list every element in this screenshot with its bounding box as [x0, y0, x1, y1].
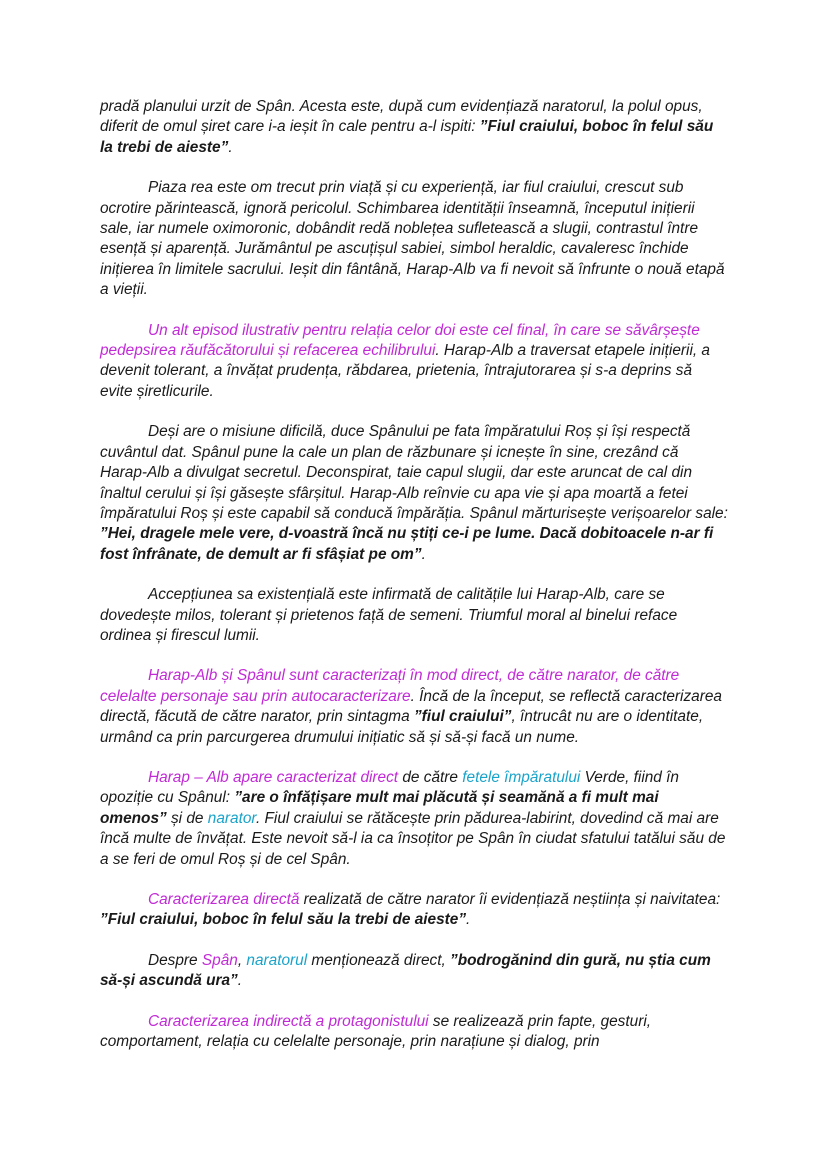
text: menționează direct,	[307, 951, 451, 969]
highlighted-text-cyan: fetele împăratului	[462, 768, 581, 786]
quote: ”are o înfățișare mult mai plăcută și seamănă a fi mult mai omenos”	[100, 789, 659, 827]
quote: ”Hei, dragele mele vere, d-voastră încă nu știți ce-i pe lume. Dacă dobitoacele n-ar fi fost înfrânate, de demult ar fi sfâșiat pe om”	[100, 525, 714, 563]
paragraph-7	[100, 768, 728, 870]
document-page	[100, 97, 728, 1072]
text: . Încă de la început, se reflectă caracterizarea directă, făcută de către narator, prin sintagma	[100, 687, 722, 726]
highlighted-text-cyan: narator	[207, 809, 256, 827]
text: .	[237, 972, 243, 990]
text: Despre	[148, 951, 202, 969]
paragraph-2	[100, 178, 728, 300]
text: Deși are o misiune dificilă, duce Spânului pe fata împăratului Roș și își respectă cuvântul dat. Spânul pune la cale un plan de răzbunare și icnește în sine, crezând că Harap-Alb a divulgat secretul. Deconspirat, taie capul slugii, dar este aruncat de cal din înaltul cerului și își găsește sfârșitul. Harap-Alb reînvie cu apa vie și apa moartă a fetei împăratului Roș și este capabil să conducă împărăția. Spânul mărturisește verișoarelor sale:	[100, 423, 728, 522]
text: pradă planului urzit de Spân. Acesta este, după cum evidențiază naratorul, la polul opus, diferit de omul șiret care i-a ieșit în cale pentru a-l ispiti:	[100, 98, 703, 136]
paragraph-9	[100, 951, 728, 992]
text: .	[228, 138, 233, 156]
highlighted-text-cyan: naratorul	[246, 951, 308, 969]
quote: ”Fiul craiului, boboc în felul său la trebi de aieste”	[100, 911, 467, 929]
highlighted-text: Harap – Alb apare caracterizat direct	[148, 768, 399, 786]
text: . Fiul craiului se rătăcește prin pădurea-labirint, dovedind că mai are încă multe de învățat. Este nevoit să-l ia ca însoțitor pe Spân în ciudat sfatului tatălui său de a se feri de omul Roș și de cel Spân.	[100, 809, 726, 868]
highlighted-text: Caracterizarea indirectă a protagonistului	[148, 1012, 429, 1030]
text: Piaza rea este om trecut prin viață și cu experiență, iar fiul craiului, crescut sub ocrotire părintească, ignoră pericolul. Schimbarea identității înseamnă, începutul inițierii sale, iar numele oximoronic, dobândit redă noblețea sufletească a slugii, contrastul între esență și aparență. Jurământul pe ascuțișul sabiei, simbol heraldic, cavaleresc închide inițierea în limitele sacrului. Ieșit din fântână, Harap-Alb va fi nevoit să înfrunte o nouă etapă a vieții.	[100, 179, 725, 299]
quote: ”fiul craiului”	[413, 708, 512, 726]
highlighted-text: Un alt episod ilustrativ pentru relația celor doi este cel final, în care se săvârșește pedepsirea răufăcătorului și refacerea echilibrului	[100, 321, 700, 360]
paragraph-4	[100, 422, 728, 565]
text: .	[421, 545, 426, 563]
text: Accepțiunea sa existențială este infirmată de calitățile lui Harap-Alb, care se dovedește milos, tolerant și prietenos față de semeni. Triumful moral al binelui reface ordinea și firescul lumii.	[100, 586, 678, 644]
text: ,	[237, 951, 247, 969]
text: .	[466, 911, 471, 929]
text: , întrucât nu are o identitate, urmând ca prin parcurgerea drumului inițiatic să și să-și facă un nume.	[100, 708, 704, 746]
highlighted-text: Caracterizarea directă	[148, 891, 300, 908]
paragraph-3	[100, 321, 728, 403]
paragraph-1	[100, 97, 728, 158]
quote: ”bodrogănind din gură, nu știa cum să-și ascundă ura”	[100, 951, 711, 990]
paragraph-10	[100, 1012, 728, 1053]
paragraph-6	[100, 666, 728, 748]
highlighted-text: Harap-Alb și Spânul sunt caracterizați în mod direct, de către narator, de către celelalte personaje sau prin autocaracterizare	[100, 667, 680, 705]
paragraph-5	[100, 585, 728, 646]
text: se realizează prin fapte, gesturi, comportament, relația cu celelalte personaje, prin narațiune și dialog, prin	[100, 1012, 652, 1051]
text: de către	[398, 768, 463, 786]
text: . Harap-Alb a traversat etapele inițierii, a devenit tolerant, a învățat prudența, răbdarea, prietenia, întrajutorarea și s-a deprins să evite șiretlicurile.	[100, 342, 710, 400]
paragraph-8	[100, 890, 728, 931]
highlighted-text: Spân	[201, 951, 238, 969]
text: și de	[166, 809, 208, 827]
text: realizată de către narator îi evidențiază neștiința și naivitatea:	[299, 891, 721, 908]
text: Verde, fiind în opoziție cu Spânul:	[100, 768, 679, 807]
quote: ”Fiul craiului, boboc în felul său la trebi de aieste”	[100, 118, 714, 156]
